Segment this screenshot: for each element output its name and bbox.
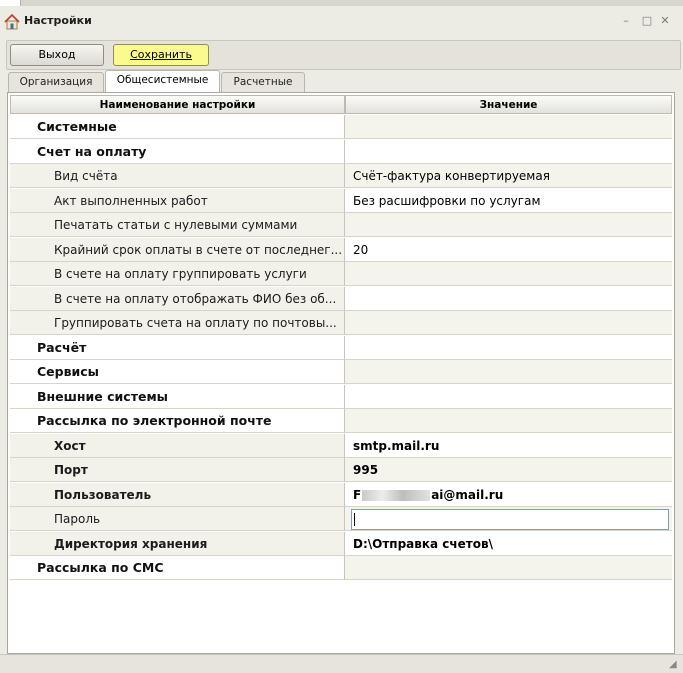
setting-value[interactable] — [345, 556, 672, 580]
setting-name: В счете на оплату отображать ФИО без об... — [30, 287, 345, 311]
setting-row[interactable] — [10, 287, 672, 311]
tab-general[interactable]: Общесистемные — [105, 70, 220, 93]
group-row[interactable] — [10, 409, 672, 433]
setting-name: Крайний срок оплаты в счете от последнег... — [30, 238, 345, 262]
setting-name: Рассылка по СМС — [10, 556, 345, 580]
setting-value[interactable]: D:\Отправка счетов\ — [345, 532, 672, 556]
setting-name: Системные — [10, 115, 345, 139]
setting-value[interactable] — [345, 385, 672, 409]
row-gutter — [10, 311, 30, 335]
row-gutter — [10, 238, 30, 262]
tab-organization[interactable]: Организация — [8, 72, 104, 92]
setting-name: Вид счёта — [30, 164, 345, 188]
redaction-blur — [362, 490, 430, 501]
setting-name: Акт выполненных работ — [30, 189, 345, 213]
setting-value[interactable] — [345, 483, 672, 507]
setting-row[interactable] — [10, 164, 672, 188]
setting-row[interactable] — [10, 189, 672, 213]
setting-value[interactable]: 995 — [345, 458, 672, 482]
password-input[interactable] — [351, 509, 669, 530]
setting-value[interactable] — [345, 409, 672, 433]
row-gutter — [10, 507, 30, 531]
setting-name: Печатать статьи с нулевыми суммами — [30, 213, 345, 237]
save-button[interactable]: Сохранить — [113, 44, 209, 66]
setting-name: Расчёт — [10, 336, 345, 360]
row-gutter — [10, 532, 30, 556]
row-gutter — [10, 262, 30, 286]
setting-value[interactable]: 20 — [345, 238, 672, 262]
setting-row[interactable] — [10, 458, 672, 482]
top-edge — [0, 0, 683, 6]
top-edge-tab — [0, 0, 21, 6]
group-row[interactable] — [10, 556, 672, 580]
group-row[interactable] — [10, 336, 672, 360]
minimize-icon[interactable]: – — [623, 14, 629, 27]
setting-name: Пароль — [30, 507, 345, 531]
setting-row[interactable] — [10, 238, 672, 262]
row-gutter — [10, 164, 30, 188]
setting-value[interactable]: smtp.mail.ru — [345, 434, 672, 458]
text-caret — [354, 513, 355, 526]
setting-value[interactable] — [345, 287, 672, 311]
row-gutter — [10, 458, 30, 482]
setting-row[interactable] — [10, 213, 672, 237]
user-value-suffix: ai@mail.ru — [431, 487, 504, 502]
settings-panel — [7, 92, 675, 654]
setting-name: Директория хранения — [30, 532, 345, 556]
setting-name: Рассылка по электронной почте — [10, 409, 345, 433]
house-icon — [4, 14, 20, 30]
setting-value[interactable] — [345, 360, 672, 384]
user-value-prefix: F — [353, 487, 362, 502]
setting-row[interactable] — [10, 311, 672, 335]
resize-grip-icon[interactable]: ◢ — [669, 659, 677, 670]
tab-strip — [6, 70, 679, 92]
row-gutter — [10, 434, 30, 458]
setting-row[interactable] — [10, 532, 672, 556]
setting-name: Группировать счета на оплату по почтовы... — [30, 311, 345, 335]
setting-row[interactable] — [10, 507, 672, 531]
column-header-name[interactable]: Наименование настройки — [10, 95, 345, 114]
close-icon[interactable]: ✕ — [660, 14, 670, 27]
grid-header — [10, 95, 672, 114]
toolbar — [6, 40, 681, 70]
setting-row[interactable] — [10, 483, 672, 507]
setting-row[interactable] — [10, 434, 672, 458]
maximize-icon[interactable]: □ — [641, 14, 653, 27]
setting-value[interactable] — [345, 140, 672, 164]
setting-name: Внешние системы — [10, 385, 345, 409]
setting-value[interactable]: Без расшифровки по услугам — [345, 189, 672, 213]
setting-name: Сервисы — [10, 360, 345, 384]
tab-calculation[interactable]: Расчетные — [221, 72, 305, 92]
group-row[interactable] — [10, 385, 672, 409]
setting-name: Счет на оплату — [10, 140, 345, 164]
row-gutter — [10, 213, 30, 237]
exit-button[interactable]: Выход — [10, 44, 104, 66]
setting-value[interactable] — [345, 507, 672, 531]
title-bar — [0, 8, 683, 36]
group-row[interactable] — [10, 360, 672, 384]
group-row[interactable] — [10, 140, 672, 164]
setting-name: Пользователь — [30, 483, 345, 507]
setting-value[interactable] — [345, 336, 672, 360]
setting-value[interactable] — [345, 311, 672, 335]
row-gutter — [10, 189, 30, 213]
setting-name: Хост — [30, 434, 345, 458]
setting-value[interactable] — [345, 213, 672, 237]
setting-value[interactable] — [345, 115, 672, 139]
setting-name: Порт — [30, 458, 345, 482]
setting-value[interactable]: Счёт-фактура конвертируемая — [345, 164, 672, 188]
status-bar — [0, 654, 683, 673]
row-gutter — [10, 287, 30, 311]
row-gutter — [10, 483, 30, 507]
group-row[interactable] — [10, 115, 672, 139]
column-header-value[interactable]: Значение — [345, 95, 672, 114]
setting-name: В счете на оплату группировать услуги — [30, 262, 345, 286]
setting-row[interactable] — [10, 262, 672, 286]
window-title: Настройки — [24, 14, 92, 27]
setting-value[interactable] — [345, 262, 672, 286]
